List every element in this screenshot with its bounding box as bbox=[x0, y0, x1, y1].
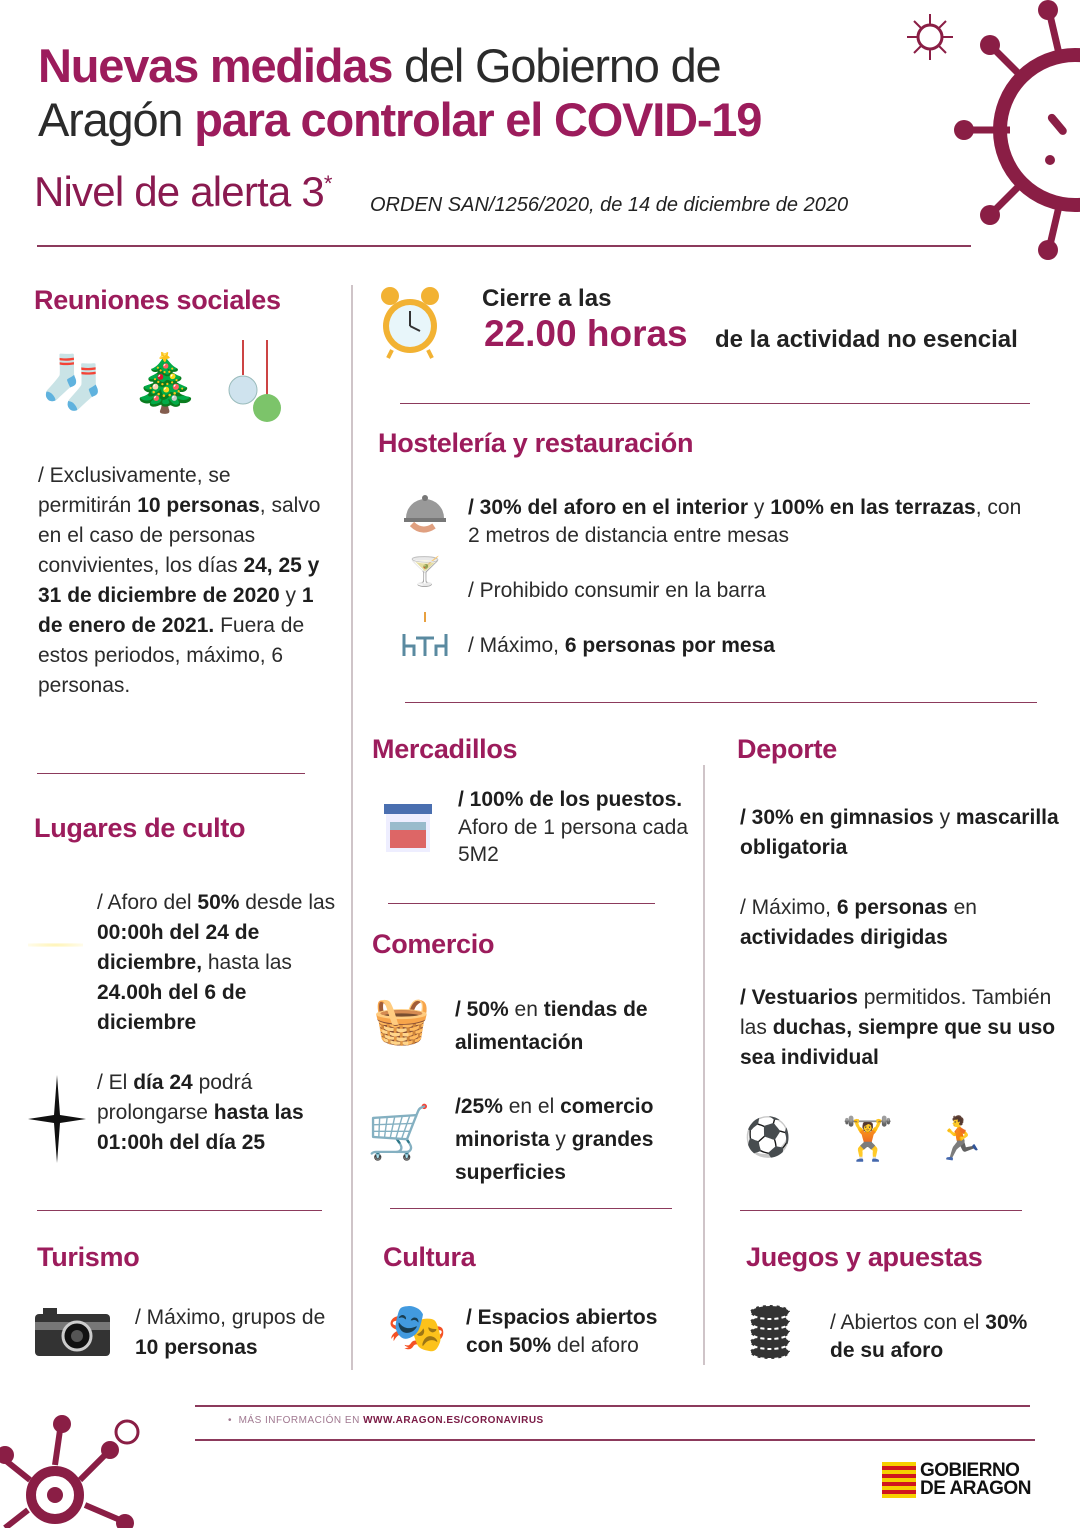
text-segment: hasta las bbox=[202, 951, 292, 974]
text-segment: día 24 bbox=[133, 1071, 193, 1094]
culto-item-2 bbox=[97, 1068, 337, 1158]
text-segment: / Máximo, grupos de bbox=[135, 1306, 326, 1329]
logo-text: GOBIERNO DE ARAGON bbox=[920, 1460, 1031, 1499]
ornaments-icon bbox=[225, 340, 285, 425]
christmas-stocking-icon: 🧦 bbox=[40, 354, 105, 412]
serving-cloche-icon bbox=[402, 490, 448, 536]
cierre-post: de la actividad no esencial bbox=[715, 326, 1018, 353]
footer-top-line bbox=[195, 1405, 1030, 1407]
text-segment: del Gobierno de bbox=[392, 39, 721, 92]
text-segment: Aragón bbox=[38, 93, 195, 146]
divider bbox=[400, 403, 1030, 404]
text-segment: / Vestuarios bbox=[740, 986, 858, 1009]
order-reference: ORDEN SAN/1256/2020, de 14 de diciembre de 2020 bbox=[370, 194, 849, 216]
divider bbox=[390, 1208, 672, 1209]
text-segment: y bbox=[933, 806, 956, 829]
text-segment: comercio minorista bbox=[455, 1095, 654, 1151]
reuniones-heading: Reuniones sociales bbox=[34, 285, 281, 315]
divider bbox=[37, 1210, 322, 1211]
footer-info bbox=[228, 1415, 544, 1426]
title-line-2 bbox=[38, 92, 761, 148]
text-segment: 24, 25 y 31 de diciembre de 2020 bbox=[38, 554, 320, 607]
table-chairs-icon bbox=[400, 612, 450, 660]
food-basket-icon: 🧺 bbox=[373, 993, 431, 1046]
text-segment: / 100% de los puestos. bbox=[458, 788, 683, 811]
text-segment: / Exclusivamente, se permitirán bbox=[38, 464, 231, 517]
aragon-flag-icon bbox=[882, 1462, 916, 1498]
cierre-pre: Cierre a las bbox=[482, 285, 612, 312]
text-segment: Fuera de estos periodos, máximo, 6 personas. bbox=[38, 614, 305, 697]
casino-chips-icon bbox=[748, 1300, 792, 1360]
turismo-text bbox=[135, 1303, 335, 1363]
text-segment: en bbox=[947, 896, 977, 919]
text-segment: y bbox=[748, 496, 771, 519]
juegos-text bbox=[830, 1309, 1030, 1365]
text-segment: desde las bbox=[239, 891, 336, 914]
column-divider-left bbox=[351, 285, 353, 1370]
divider bbox=[405, 702, 1037, 703]
text-segment: 6 personas por mesa bbox=[564, 634, 775, 657]
hosteleria-heading: Hostelería y restauración bbox=[378, 428, 694, 458]
hosteleria-item-2 bbox=[468, 576, 1028, 606]
alert-level bbox=[34, 168, 332, 216]
cierre-time: 22.00 horas bbox=[484, 313, 688, 354]
text-segment: / 30% en gimnasios bbox=[740, 806, 934, 829]
text-segment: / 30% del aforo en el interior bbox=[468, 496, 749, 519]
text-segment: , con 2 metros de distancia entre mesas bbox=[468, 496, 1022, 547]
divider bbox=[37, 773, 305, 774]
text-segment: 10 personas bbox=[137, 494, 260, 517]
mercadillos-text bbox=[458, 786, 688, 869]
deporte-heading: Deporte bbox=[737, 734, 837, 764]
alarm-clock-icon bbox=[378, 284, 442, 360]
alert-level-asterisk: * bbox=[323, 171, 332, 196]
camera-icon bbox=[35, 1308, 110, 1356]
mercadillos-heading: Mercadillos bbox=[372, 734, 518, 764]
text-segment: 50% bbox=[197, 891, 240, 914]
alert-level-text: Nivel de alerta 3 bbox=[34, 168, 324, 215]
culto-heading: Lugares de culto bbox=[34, 813, 246, 843]
cultura-heading: Cultura bbox=[383, 1242, 476, 1272]
bullet: • bbox=[228, 1415, 239, 1426]
gobierno-aragon-logo bbox=[882, 1462, 1040, 1498]
text-segment: tiendas de alimentación bbox=[455, 998, 648, 1054]
text-segment: en bbox=[508, 998, 544, 1021]
text-segment: en el bbox=[502, 1095, 561, 1118]
deporte-item-2 bbox=[740, 893, 1060, 953]
cocktail-icon: 🍸 bbox=[407, 555, 443, 587]
turismo-heading: Turismo bbox=[37, 1242, 140, 1272]
text-segment: / Aforo del bbox=[97, 891, 198, 914]
running-icon: 🏃 bbox=[933, 1114, 987, 1162]
virus-icon bbox=[0, 1410, 150, 1528]
text-segment: actividades dirigidas bbox=[740, 926, 948, 949]
hosteleria-item-1 bbox=[468, 494, 1038, 550]
juegos-heading: Juegos y apuestas bbox=[746, 1242, 983, 1272]
comercio-heading: Comercio bbox=[372, 929, 495, 959]
column-divider-right bbox=[703, 765, 705, 1365]
text-segment: 6 personas bbox=[836, 896, 948, 919]
text-segment: 00:00h del 24 de diciembre, bbox=[97, 921, 260, 974]
text-segment: / Espacios abiertos con 50% bbox=[466, 1306, 658, 1357]
text-segment: y bbox=[279, 584, 302, 607]
culto-item-1 bbox=[97, 888, 347, 1038]
text-segment: hasta las 01:00h del día 25 bbox=[97, 1101, 304, 1154]
virus-icon bbox=[940, 0, 1080, 265]
reuniones-text bbox=[38, 461, 328, 701]
soccer-ball-icon: ⚽ bbox=[744, 1117, 792, 1159]
comercio-item-1 bbox=[455, 993, 695, 1059]
text-segment: del aforo bbox=[551, 1334, 639, 1357]
text-segment: / Prohibido consumir en la barra bbox=[468, 579, 766, 602]
text-segment: , salvo en el caso de personas convivientes, los días bbox=[38, 494, 321, 577]
text-segment: Aforo de 1 persona cada 5M2 bbox=[458, 815, 688, 866]
footer-info-text: MÁS INFORMACIÓN EN bbox=[238, 1415, 364, 1426]
footer-bottom-line bbox=[195, 1439, 1035, 1441]
text-segment: Nuevas medidas bbox=[38, 39, 393, 92]
small-virus-icon bbox=[905, 12, 955, 62]
text-segment: 24.00h del 6 de diciembre bbox=[97, 981, 247, 1034]
text-segment: y bbox=[549, 1128, 572, 1151]
shopping-cart-icon: 🛒 bbox=[366, 1103, 432, 1162]
text-segment: 1 de enero de 2021. bbox=[38, 584, 314, 637]
light-sparkle-icon bbox=[25, 925, 85, 965]
text-segment: duchas, siempre que su uso sea individual bbox=[740, 1016, 1056, 1069]
text-segment: / 50% bbox=[455, 998, 509, 1021]
text-segment: podrá prolongarse bbox=[97, 1071, 253, 1124]
text-segment: 100% en las terrazas bbox=[770, 496, 976, 519]
deporte-item-1 bbox=[740, 803, 1060, 863]
star-icon bbox=[28, 1075, 86, 1163]
title-line-1 bbox=[38, 38, 720, 94]
footer-url-link[interactable]: WWW.ARAGON.ES/CORONAVIRUS bbox=[363, 1415, 544, 1426]
hosteleria-item-3 bbox=[468, 631, 1028, 661]
title-divider bbox=[37, 245, 971, 247]
market-stall-icon bbox=[382, 802, 434, 854]
text-segment: / Máximo, bbox=[468, 634, 565, 657]
text-segment: grandes superficies bbox=[455, 1128, 654, 1184]
deporte-item-3 bbox=[740, 983, 1060, 1073]
text-segment: mascarilla obligatoria bbox=[740, 806, 1059, 859]
theater-masks-icon: 🎭 bbox=[387, 1301, 447, 1355]
text-segment: permitidos. También las bbox=[740, 986, 1052, 1039]
cultura-text bbox=[466, 1304, 696, 1360]
christmas-tree-icon: 🎄 bbox=[130, 350, 200, 414]
text-segment: / Máximo, bbox=[740, 896, 837, 919]
text-segment: 10 personas bbox=[135, 1336, 258, 1359]
text-segment: 30% de su aforo bbox=[830, 1311, 1028, 1362]
comercio-item-2 bbox=[455, 1090, 700, 1189]
text-segment: / Abiertos con el bbox=[830, 1311, 986, 1334]
text-segment: / El bbox=[97, 1071, 134, 1094]
text-segment: /25% bbox=[455, 1095, 503, 1118]
weightlifting-icon: 🏋 bbox=[841, 1114, 895, 1162]
divider bbox=[740, 1210, 1022, 1211]
text-segment: para controlar el COVID-19 bbox=[194, 93, 762, 146]
divider bbox=[388, 903, 655, 904]
